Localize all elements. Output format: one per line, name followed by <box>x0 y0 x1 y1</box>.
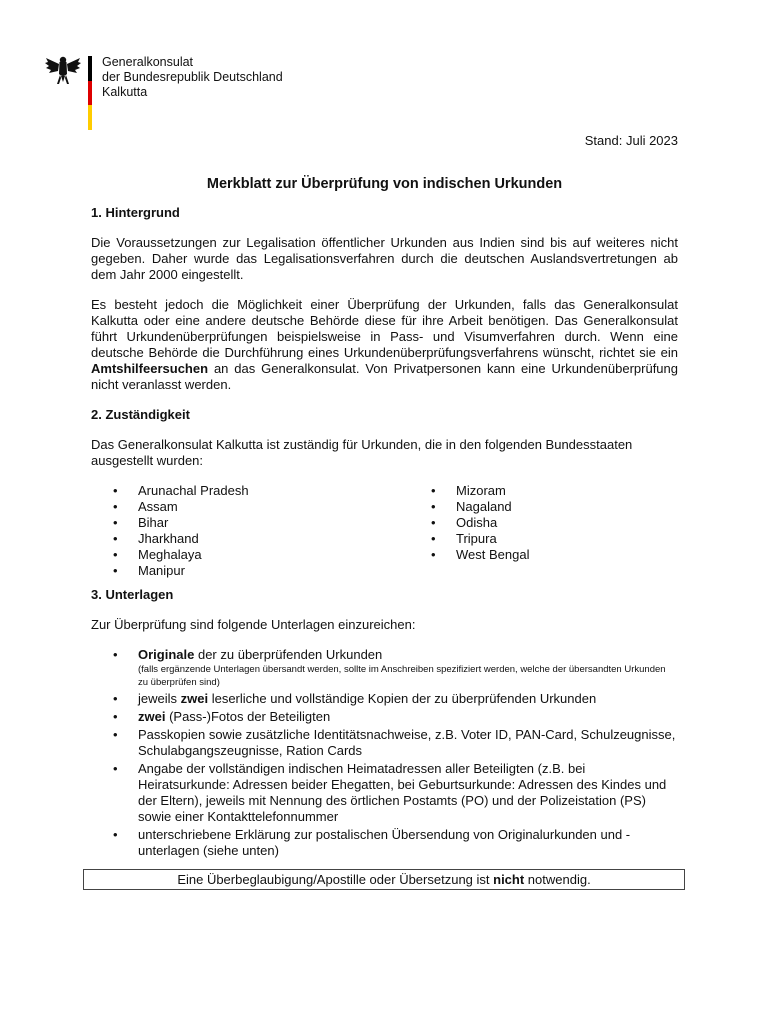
list-item <box>91 709 678 725</box>
document-date: Stand: Juli 2023 <box>584 133 678 148</box>
item2-bold: zwei <box>180 691 209 706</box>
list-item: • Jharkhand <box>91 531 409 547</box>
hintergrund-paragraph-2 <box>91 297 678 393</box>
org-line-2: der Bundesrepublik Deutschland <box>102 70 283 84</box>
note-bold: nicht <box>493 872 525 887</box>
org-line-1: Generalkonsulat <box>102 55 194 69</box>
unterlagen-intro: Zur Überprüfung sind folgende Unterlagen einzureichen: <box>91 617 416 632</box>
list-item: • Passkopien sowie zusätzliche Identitätsnachweise, z.B. Voter ID, PAN-Card, Schulzeugnisse, Schulabgangszeugnisse, Ration Cards <box>91 727 678 759</box>
documents-list <box>91 647 678 859</box>
section-heading-zustaendigkeit: 2. Zuständigkeit <box>91 407 190 422</box>
flag-bar <box>88 56 92 130</box>
item3-text: (Pass-)Fotos der Beteiligten <box>165 709 331 724</box>
list-item: • Arunachal Pradesh <box>91 483 409 499</box>
list-item: • Tripura <box>409 531 529 547</box>
document-title: Merkblatt zur Überprüfung von indischen Urkunden <box>206 176 563 192</box>
list-item: • Bihar <box>91 515 409 531</box>
item3-bold: zwei <box>138 709 166 724</box>
hintergrund-paragraph-1: Die Voraussetzungen zur Legalisation öffentlicher Urkunden aus Indien sind bis auf weiteres nicht gegeben. Daher wurde das Legalisationsverfahren durch die deutschen Auslandsvertretungen ab dem Jahr 2000 eingestellt. <box>91 235 678 282</box>
list-item <box>91 691 678 707</box>
p2-text-after: an das Generalkonsulat. Von Privatpersonen kann eine Urkundenüberprüfung nicht veranlasst werden. <box>91 361 678 392</box>
item1-text: der zu überprüfenden Urkunden <box>194 647 383 662</box>
note-box <box>83 869 685 890</box>
list-item: • Manipur <box>91 563 409 579</box>
flag-stripe-red <box>88 81 92 106</box>
states-list <box>91 483 678 579</box>
federal-eagle-icon <box>44 54 82 88</box>
list-item: • Mizoram <box>409 483 529 499</box>
list-item: • West Bengal <box>409 547 529 563</box>
organization-name <box>102 55 283 100</box>
list-item: • unterschriebene Erklärung zur postalischen Übersendung von Originalurkunden und -unterlagen (siehe unten) <box>91 827 678 859</box>
item2-pre: jeweils <box>138 691 181 706</box>
item2-text: leserliche und vollständige Kopien der zu überprüfenden Urkunden <box>208 691 597 706</box>
p2-text-before: Es besteht jedoch die Möglichkeit einer Überprüfung der Urkunden, falls das Generalkonsulat Kalkutta oder eine andere deutsche Behörde diese für ihre Arbeit benötigen. Das Generalkonsulat führt Urkundenüberprüfungen beispielsweise in Pass- und Visumverfahren durch. Wenn eine deutsche Behörde die Durchführung eines Urkundenüberprüfungsverfahrens wünscht, richtet sie ein <box>91 297 678 360</box>
states-column-left <box>91 483 409 579</box>
list-item: • Meghalaya <box>91 547 409 563</box>
flag-stripe-gold <box>88 105 92 130</box>
section-heading-hintergrund: 1. Hintergrund <box>91 205 180 220</box>
note-text-before: Eine Überbeglaubigung/Apostille oder Übersetzung ist <box>177 872 494 887</box>
note-text-after: notwendig. <box>524 872 591 887</box>
list-item: • Angabe der vollständigen indischen Heimatadressen aller Beteiligten (z.B. bei Heiratsurkunde: Adressen beider Ehegatten, bei Geburtsurkunde: Adressen des Kindes und der Eltern), jeweils mit Nennung des örtlichen Postamts (PO) und der Polizeistation (PS) sowie einer Kontakttelefonnummer <box>91 761 678 825</box>
item1-note: (falls ergänzende Unterlagen übersandt werden, sollte im Anschreiben spezifiziert werden, welche der übersandten Urkunden zu überprüfen sind) <box>138 664 666 688</box>
list-item: • Odisha <box>409 515 529 531</box>
zustaendigkeit-intro: Das Generalkonsulat Kalkutta ist zuständig für Urkunden, die in den folgenden Bundesstaaten ausgestellt wurden: <box>91 437 633 468</box>
p2-bold-term: Amtshilfeersuchen <box>91 361 209 376</box>
document-body <box>91 176 678 890</box>
list-item: • Assam <box>91 499 409 515</box>
section-heading-unterlagen: 3. Unterlagen <box>91 587 174 602</box>
org-line-3: Kalkutta <box>102 85 148 99</box>
states-column-right <box>409 483 529 579</box>
list-item <box>91 647 678 689</box>
item1-bold: Originale <box>138 647 195 662</box>
flag-stripe-black <box>88 56 92 81</box>
list-item: • Nagaland <box>409 499 529 515</box>
